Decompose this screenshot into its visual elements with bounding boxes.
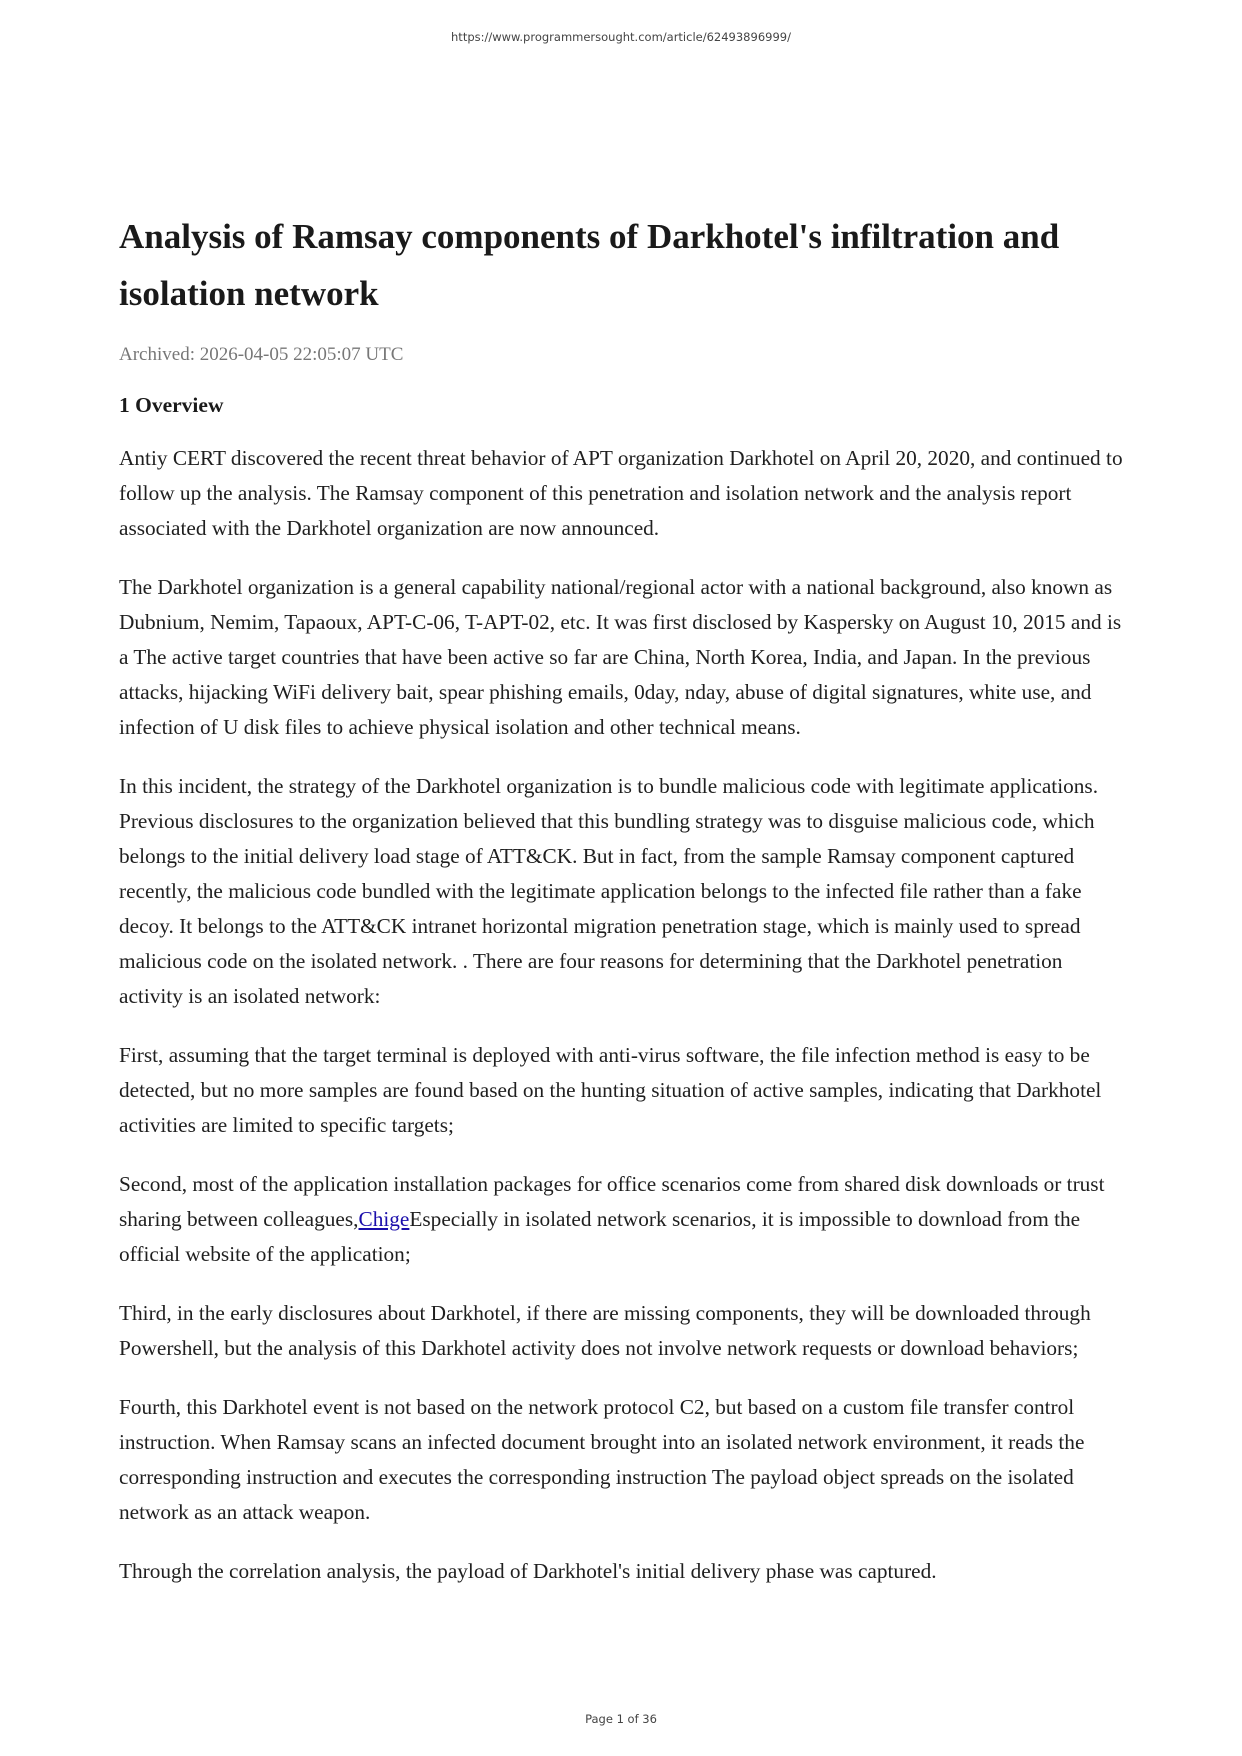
paragraph: First, assuming that the target terminal is deployed with anti-virus software, the file infection method is easy to be detected, but no more samples are found based on the hunting situation of active samples, indicating that Darkhotel activities are limited to specific targets; bbox=[119, 1043, 1102, 1137]
paragraph: In this incident, the strategy of the Darkhotel organization is to bundle malicious code with legitimate applications. Previous disclosures to the organization believed that this bundling strategy was to disguise malicious code, which belongs to the initial delivery load stage of ATT&CK. But in fact, from the sample Ramsay component captured recently, the malicious code bundled with the legitimate application belongs to the infected file rather than a fake decoy. It belongs to the ATT&CK intranet horizontal migration penetration stage, which is mainly used to spread malicious code on the isolated network. . There are four reasons for determining that the Darkhotel penetration activity is an isolated network: bbox=[119, 774, 1099, 1008]
paragraph: Fourth, this Darkhotel event is not based on the network protocol C2, but based on a custom file transfer control instruction. When Ramsay scans an infected document brought into an isolated network environment, it reads the corresponding instruction and executes the corresponding instruction The payload object spreads on the isolated network as an attack weapon. bbox=[119, 1395, 1085, 1524]
chige-link[interactable]: Chige bbox=[358, 1207, 410, 1231]
paragraph: Third, in the early disclosures about Darkhotel, if there are missing components, they will be downloaded through Powershell, but the analysis of this Darkhotel activity does not involve network requests or download behaviors; bbox=[119, 1301, 1091, 1360]
page-number: Page 1 of 36 bbox=[585, 1712, 657, 1726]
page-url: https://www.programmersought.com/article/62493896999/ bbox=[451, 30, 791, 44]
paragraph-with-link bbox=[119, 1167, 1129, 1272]
article-title: Analysis of Ramsay components of Darkhotel's infiltration and isolation network bbox=[119, 217, 1060, 313]
paragraph-text-before-link: Second, most of the application installation packages for office scenarios come from shared disk downloads or trust sharing between colleagues, bbox=[119, 1172, 1105, 1231]
paragraph: Antiy CERT discovered the recent threat behavior of APT organization Darkhotel on April 20, 2020, and continued to follow up the analysis. The Ramsay component of this penetration and isolation network and the analysis report associated with the Darkhotel organization are now announced. bbox=[119, 446, 1123, 540]
paragraph-text-after-link: Especially in isolated network scenarios, it is impossible to download from the official website of the application; bbox=[119, 1207, 1081, 1266]
section-heading-overview: 1 Overview bbox=[119, 393, 224, 417]
paragraph: The Darkhotel organization is a general capability national/regional actor with a national background, also known as Dubnium, Nemim, Tapaoux, APT-C-06, T-APT-02, etc. It was first disclosed by Kaspersky on August 10, 2015 and is a The active target countries that have been active so far are China, North Korea, India, and Japan. In the previous attacks, hijacking WiFi delivery bait, spear phishing emails, 0day, nday, abuse of digital signatures, white use, and infection of U disk files to achieve physical isolation and other technical means. bbox=[119, 575, 1122, 739]
article-body bbox=[119, 208, 1129, 1589]
archived-timestamp: Archived: 2026-04-05 22:05:07 UTC bbox=[119, 344, 404, 365]
paragraph: Through the correlation analysis, the payload of Darkhotel's initial delivery phase was captured. bbox=[119, 1559, 937, 1583]
